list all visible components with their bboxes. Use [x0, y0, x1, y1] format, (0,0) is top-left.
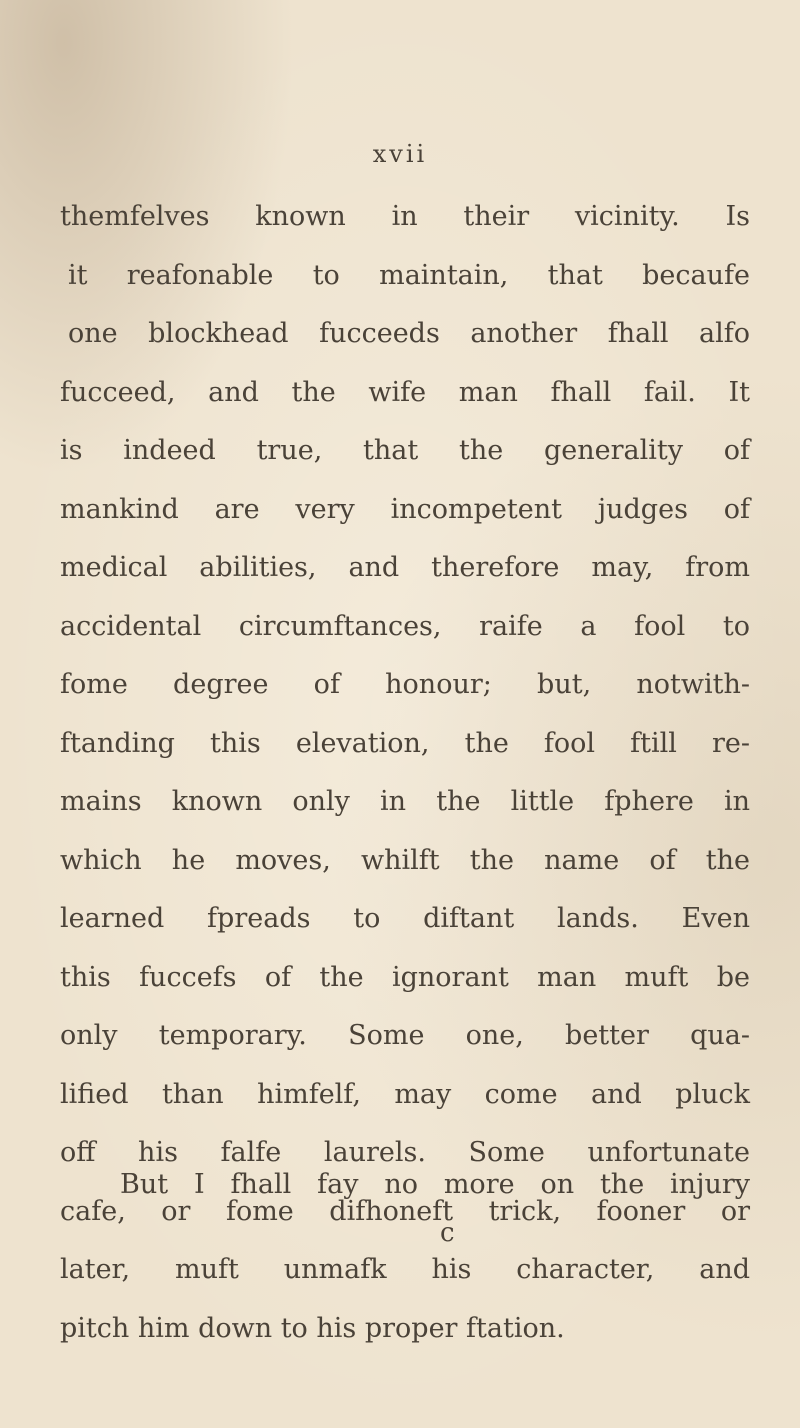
text-line: accidental circumftances, raife a fool to — [60, 610, 750, 642]
text-line: one blockhead fucceeds another fhall alfo — [68, 318, 750, 349]
paragraph-2 — [60, 1156, 750, 1215]
text-line: later, muft unmafk his character, and — [60, 1254, 750, 1285]
text-line: fome degree of honour; but, notwith- — [60, 669, 750, 700]
text-line: themfelves known in their vicinity. Is — [60, 201, 750, 232]
page-number: xvii — [372, 140, 428, 168]
text-line: off his falfe laurels. Some unfortunate — [60, 1137, 750, 1168]
text-line: pitch him down to his proper ftation. — [60, 1312, 565, 1344]
text-line: medical abilities, and therefore may, from — [60, 552, 750, 583]
text-line: mankind are very incompetent judges of — [60, 493, 750, 525]
text-line: this fuccefs of the ignorant man muft be — [60, 961, 750, 993]
text-line: fucceed, and the wife man fhall fail. It — [60, 376, 750, 408]
signature-mark: c — [440, 1218, 455, 1248]
text-line: cafe, or fome difhoneft trick, fooner or — [60, 1195, 750, 1227]
text-line: ftanding this elevation, the fool ftill re- — [60, 727, 750, 759]
text-line: which he moves, whilft the name of the — [60, 844, 750, 876]
text-line: is indeed true, that the generality of — [60, 435, 750, 466]
text-line: learned fpreads to diftant lands. Even — [60, 903, 750, 934]
text-line: it reafonable to maintain, that becaufe — [68, 259, 750, 291]
text-line: mains known only in the little fphere in — [60, 786, 750, 817]
text-line: But I fhall fay no more on the injury — [120, 1169, 750, 1200]
text-line: lified than himfelf, may come and pluck — [60, 1078, 750, 1110]
text-line: only temporary. Some one, better qua- — [60, 1020, 750, 1051]
